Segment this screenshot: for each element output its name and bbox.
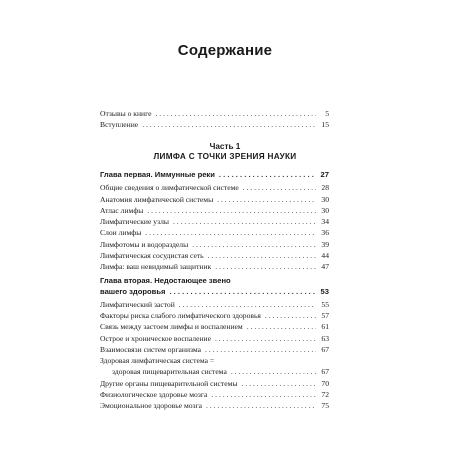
chapter-page: 53 (320, 286, 329, 296)
toc-entry-label: Здоровая лимфатическая система = (100, 356, 215, 365)
toc-entry-label: Связь между застоем лимфы и воспалением (100, 322, 243, 332)
dot-leader (208, 250, 316, 261)
toc-entry-label: Другие органы пищеварительной системы (100, 378, 238, 388)
toc-entry-page: 30 (321, 205, 329, 215)
toc-entry[interactable] (100, 378, 329, 389)
toc-entry-label: Общие сведения о лимфатической системе (100, 183, 239, 193)
dot-leader (265, 310, 316, 321)
toc-entry-label: Эмоциональное здоровье мозга (100, 401, 203, 410)
toc-entry-page: 34 (321, 217, 329, 226)
toc-entry[interactable] (100, 333, 329, 344)
toc-entry-page: 47 (321, 262, 329, 271)
toc-entry[interactable] (100, 227, 329, 238)
dot-leader (242, 378, 317, 389)
toc-entry-page: 67 (321, 367, 329, 377)
toc-entry-first-line[interactable] (100, 355, 329, 366)
toc-entry-page: 61 (321, 322, 329, 332)
dot-leader (219, 169, 316, 180)
toc-entry[interactable] (100, 194, 329, 205)
dot-leader (215, 333, 316, 344)
toc-entry-label: Физиологическое здоровье мозга (100, 389, 208, 399)
chapter-1-list (100, 169, 329, 272)
toc-entry-label: Лимфа: ваш невидимый защитник (100, 262, 212, 271)
toc-entry[interactable] (100, 108, 329, 119)
toc-entry-page: 70 (321, 378, 329, 388)
dot-leader (173, 216, 316, 227)
dot-leader (179, 299, 316, 310)
chapter-title: вашего здоровья (100, 286, 166, 296)
dot-leader (247, 321, 316, 332)
toc-entry-page: 57 (321, 311, 329, 320)
toc-entry[interactable] (100, 344, 329, 355)
toc-entry[interactable] (100, 299, 329, 310)
dot-leader (217, 194, 316, 205)
toc-entry-label: Лимфотомы и водоразделы (100, 239, 189, 249)
toc-entry-page: 44 (321, 250, 329, 260)
dot-leader (192, 239, 316, 250)
toc-entry[interactable] (100, 239, 329, 250)
toc-entry-page: 15 (321, 120, 329, 130)
toc-entry-page: 75 (321, 401, 329, 410)
toc-entry-label: Лимфатические узлы (100, 217, 169, 226)
toc-entry-label: Слои лимфы (100, 228, 142, 238)
dot-leader (155, 108, 316, 119)
toc-entry[interactable] (100, 182, 329, 193)
toc-entry[interactable] (100, 261, 329, 272)
toc-entry-page: 72 (321, 389, 329, 399)
toc-entry-label: Вступление (100, 120, 139, 130)
dot-leader (147, 205, 316, 216)
toc-entry-label: Лимфатическая сосудистая сеть (100, 250, 204, 260)
dot-leader (145, 227, 316, 238)
chapter-title: Глава первая. Иммунные реки (100, 170, 215, 179)
chapter-entry[interactable] (100, 286, 329, 297)
toc-entry-label: Взаимосвязи систем организма (100, 344, 202, 354)
toc-entry[interactable] (100, 216, 329, 227)
toc-entry-page: 67 (321, 344, 329, 354)
dot-leader (211, 389, 316, 400)
toc-entry-page: 55 (321, 299, 329, 309)
dot-leader (215, 261, 316, 272)
dot-leader (205, 344, 316, 355)
page-title: Содержание (177, 42, 273, 59)
toc-entry-label: Отзывы о книге (100, 109, 152, 118)
dot-leader (231, 366, 316, 377)
toc-entry[interactable] (100, 321, 329, 332)
dot-leader (142, 119, 316, 130)
front-matter-list (100, 108, 329, 131)
toc-entry[interactable] (100, 205, 329, 216)
dot-leader (206, 400, 316, 411)
toc-entry-page: 28 (321, 183, 329, 193)
toc-entry-label: Факторы риска слабого лимфатического здоровья (100, 311, 261, 320)
dot-leader (169, 286, 316, 297)
part-title: ЛИМФА С ТОЧКИ ЗРЕНИЯ НАУКИ (153, 152, 297, 161)
toc-entry[interactable] (100, 250, 329, 261)
toc-entry-page: 30 (321, 194, 329, 204)
dot-leader (243, 182, 316, 193)
toc-entry-label: Атлас лимфы (100, 205, 144, 215)
chapter-2-list (100, 276, 329, 411)
toc-entry[interactable] (100, 119, 329, 130)
chapter-entry[interactable] (100, 169, 329, 180)
toc-entry-label: здоровая пищеварительная система (112, 367, 227, 377)
part-label: Часть 1 (209, 142, 241, 151)
toc-entry-page: 63 (321, 333, 329, 343)
toc-entry-page: 36 (321, 228, 329, 238)
chapter-page: 27 (320, 170, 329, 179)
toc-entry-page: 39 (321, 239, 329, 249)
toc-entry-label: Острое и хроническое воспаление (100, 333, 211, 343)
toc-entry[interactable] (100, 366, 329, 377)
toc-entry[interactable] (100, 400, 329, 411)
toc-entry[interactable] (100, 389, 329, 400)
toc-entry-label: Анатомия лимфатической системы (100, 194, 214, 204)
chapter-title-line[interactable]: Глава вторая. Недостающее звено (100, 276, 231, 285)
toc-entry-page: 5 (325, 109, 329, 118)
toc-entry-label: Лимфатический застой (100, 299, 175, 309)
toc-entry[interactable] (100, 310, 329, 321)
